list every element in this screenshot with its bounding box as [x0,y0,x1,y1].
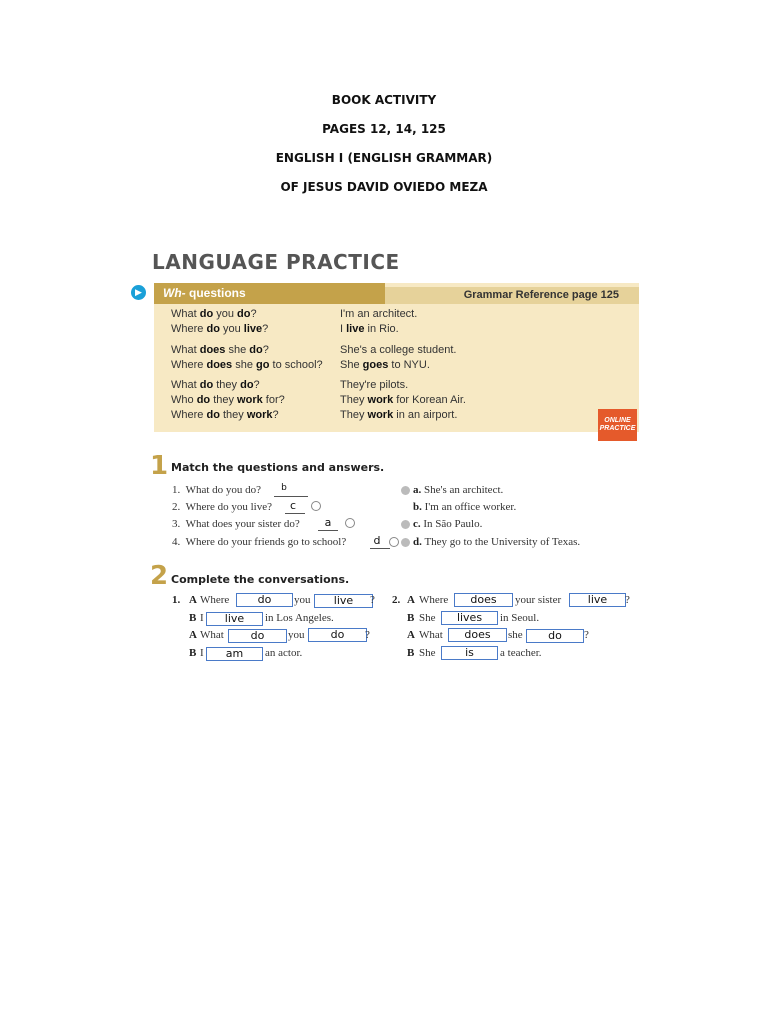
conversation-text: she [508,629,523,641]
fill-in-field[interactable]: do [236,593,293,607]
fill-in-field[interactable]: do [308,628,367,642]
grammar-question: What does she do? [171,344,269,356]
match-question: 3. What does your sister do? [172,518,300,530]
match-dot[interactable] [389,537,399,547]
conversation-text: What [419,629,443,641]
conversation-number: 1. [172,594,181,606]
fill-in-field[interactable]: live [314,594,373,608]
match-dot[interactable] [401,520,410,529]
grammar-reference: Grammar Reference page 125 [463,289,619,301]
speaker-label: B [407,612,415,624]
match-dot[interactable] [311,501,321,511]
match-question: 4. Where do your friends go to school? [172,536,347,548]
conversation-text: ? [584,629,589,641]
fill-in-field[interactable]: live [206,612,263,626]
fill-in-field[interactable]: does [454,593,513,607]
section-rest: questions [185,286,246,300]
match-answer[interactable]: a [324,516,332,529]
fill-in-field[interactable]: lives [441,611,498,625]
match-answer[interactable]: c [289,499,297,512]
header-pages: PAGES 12, 14, 125 [322,122,446,136]
grammar-question: Where does she go to school? [171,359,323,371]
conversation-text: I [200,647,204,659]
section-title: LANGUAGE PRACTICE [152,250,400,274]
fill-in-field[interactable]: do [228,629,287,643]
fill-in-field[interactable]: live [569,593,626,607]
audio-icon[interactable]: ▶ [131,285,146,300]
fill-in-field[interactable]: do [526,629,584,643]
grammar-answer: She's a college student. [340,344,457,356]
exercise-2-title: Complete the conversations. [171,573,350,586]
grammar-answer: They're pilots. [340,379,409,391]
grammar-answer: I'm an architect. [340,308,418,320]
match-answer[interactable]: d [373,534,381,547]
conversation-text: a teacher. [500,647,542,659]
match-dot[interactable] [401,538,410,547]
conversation-text: She [419,612,436,624]
grammar-question: Where do you live? [171,323,269,335]
conversation-text: Where [419,594,449,606]
conversation-text: ? [370,594,375,606]
speaker-label: B [189,647,197,659]
grammar-answer: She goes to NYU. [340,359,430,371]
exercise-1-number: 1 [150,451,169,481]
conversation-text: in Los Angeles. [265,612,334,624]
fill-in-field[interactable]: is [441,646,498,660]
conversation-text: an actor. [265,647,303,659]
match-option: a. She's an architect. [413,484,504,496]
speaker-label: A [189,629,197,641]
grammar-answer: They work for Korean Air. [340,394,466,406]
conversation-text: What [200,629,224,641]
conversation-text: I [200,612,204,624]
conversation-number: 2. [392,594,401,606]
conversation-text: in Seoul. [500,612,540,624]
grammar-question: Where do they work? [171,409,279,421]
match-option: b. I'm an office worker. [413,501,517,513]
grammar-reference-bar [385,287,639,304]
header-author: OF JESUS DAVID OVIEDO MEZA [280,180,488,194]
grammar-question: What do they do? [171,379,260,391]
exercise-1-title: Match the questions and answers. [171,461,385,474]
conversation-text: ? [625,594,630,606]
grammar-question: Who do they work for? [171,394,285,406]
exercise-2-number: 2 [150,561,169,591]
speaker-label: B [189,612,197,624]
grammar-answer: They work in an airport. [340,409,458,421]
speaker-label: B [407,647,415,659]
conversation-text: Where [200,594,230,606]
match-option: c. In São Paulo. [413,518,483,530]
fill-in-field[interactable]: does [448,628,507,642]
match-dot[interactable] [345,518,355,528]
match-option: d. They go to the University of Texas. [413,536,581,548]
conversation-text: She [419,647,436,659]
conversation-text: your sister [515,594,562,606]
grammar-answer: I live in Rio. [340,323,399,335]
speaker-label: A [407,629,415,641]
speaker-label: A [407,594,415,606]
match-dot[interactable] [401,486,410,495]
grammar-question: What do you do? [171,308,257,320]
grammar-box-header [154,283,385,304]
fill-in-field[interactable]: am [206,647,263,661]
online-practice-badge[interactable]: ONLINE PRACTICE [598,409,637,441]
conversation-text: you [288,629,305,641]
header-title: BOOK ACTIVITY [331,93,437,107]
match-question: 2. Where do you live? [172,501,272,513]
speaker-label: A [189,594,197,606]
conversation-text: ? [365,629,370,641]
header-course: ENGLISH I (ENGLISH GRAMMAR) [275,151,493,165]
match-answer[interactable]: b [281,483,287,493]
match-question: 1. What do you do? [172,484,262,496]
conversation-text: you [294,594,311,606]
section-prefix: Wh- [163,286,186,300]
